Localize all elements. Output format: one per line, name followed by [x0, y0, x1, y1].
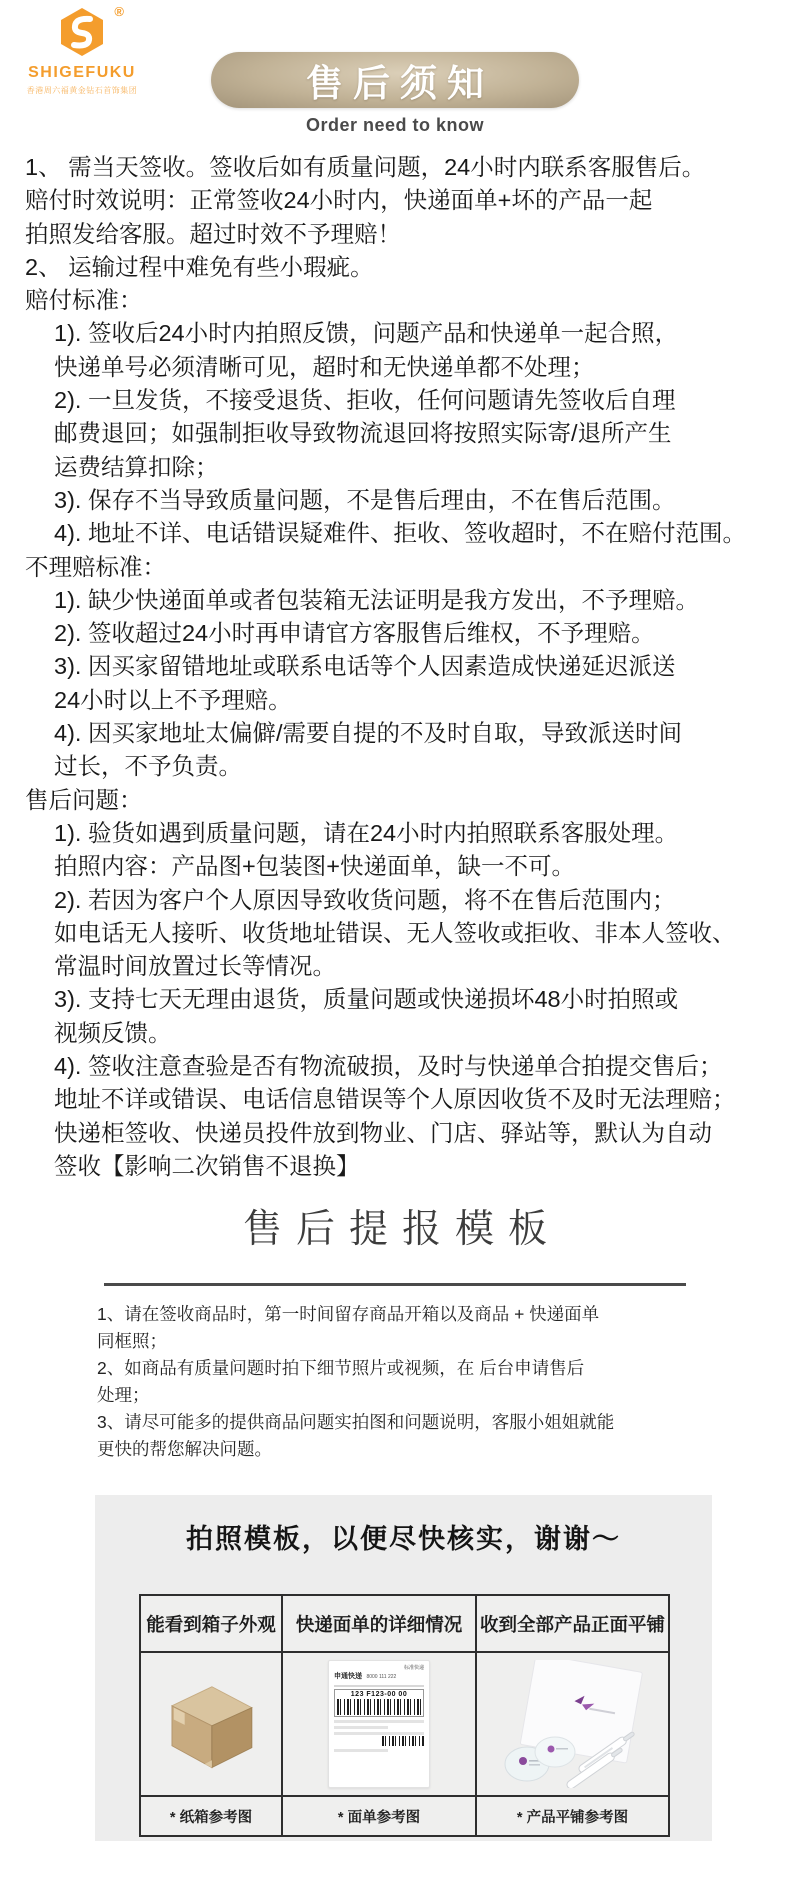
notice-line: 售后问题： [25, 786, 143, 813]
column-header-flatlay: 收到全部产品正面平铺 [476, 1595, 669, 1652]
photo-panel-title: 拍照模板，以便尽快核实，谢谢～ [186, 1524, 621, 1554]
waybill-header [334, 1665, 424, 1683]
notice-line: 常温时间放置过长等情况。 [54, 953, 336, 980]
waybill-barcode [337, 1699, 421, 1715]
caption-flatlay: * 产品平铺参考图 [476, 1796, 669, 1836]
waybill-detail-line [334, 1732, 424, 1735]
section-divider [104, 1283, 686, 1286]
template-instruction-line: 2、如商品有质量问题时拍下细节照片或视频，在 后台申请售后 [97, 1358, 585, 1378]
notice-line: 拍照内容：产品图+包装图+快递面单，缺一不可。 [54, 853, 575, 880]
notice-line: 2). 若因为客户个人原因导致收货问题，将不在售后范围内； [54, 886, 676, 913]
waybill-address-line [334, 1685, 424, 1687]
notice-line: 拍照发给客服。超过时效不予理赔！ [25, 220, 401, 247]
waybill-detail-line [334, 1749, 388, 1752]
notice-line: 2、 运输过程中难免有些小瑕疵。 [25, 253, 374, 280]
notice-line: 快递柜签收、快递员投件放到物业、门店、驿站等，默认为自动 [54, 1119, 712, 1146]
waybill-image [328, 1660, 430, 1788]
notice-line: 视频反馈。 [54, 1019, 172, 1046]
waybill-image-cell [282, 1652, 476, 1796]
flatlay-image-cell [476, 1652, 669, 1796]
notice-line: 运费结算扣除； [54, 453, 219, 480]
box-image-cell [140, 1652, 282, 1796]
notice-text-block [25, 151, 772, 1183]
notice-line: 24小时以上不予理赔。 [54, 686, 292, 713]
waybill-sort-box [334, 1689, 424, 1717]
photo-template-panel [95, 1495, 712, 1841]
waybill-sort-code: 123 F123-00 00 [350, 1691, 408, 1698]
template-section-title: 售后提报模板 [242, 1208, 561, 1251]
notice-line: 3). 支持七天无理由退货，质量问题或快递损坏48小时拍照或 [54, 986, 679, 1013]
product-flatlay-image [489, 1660, 657, 1788]
notice-line: 4). 因买家地址太偏僻/需要自提的不及时自取，导致派送时间 [54, 720, 682, 747]
waybill-hotline: 8000 111 222 [366, 1674, 397, 1680]
notice-line: 2). 签收超过24小时再申请官方客服售后维权，不予理赔。 [54, 620, 655, 647]
template-instruction-line: 处理； [97, 1385, 150, 1405]
logo-mark [56, 4, 124, 58]
brand-logo [22, 6, 142, 96]
photo-reference-table [139, 1594, 670, 1837]
template-instructions-block [97, 1301, 705, 1463]
notice-line: 签收【影响二次销售不退换】 [54, 1152, 360, 1179]
caption-box: * 纸箱参考图 [140, 1796, 282, 1836]
waybill-service-type: 标准快递 [403, 1665, 424, 1671]
template-instruction-line: 同框照； [97, 1331, 167, 1351]
cardboard-box-image [152, 1673, 270, 1775]
notice-line: 快递单号必须清晰可见，超时和无快递单都不处理； [54, 353, 595, 380]
table-image-row [140, 1652, 669, 1796]
page-title-banner [211, 52, 579, 108]
column-header-waybill: 快递面单的详细情况 [282, 1595, 476, 1652]
page-subtitle: Order need to know [305, 115, 485, 135]
template-instruction-line: 3、请尽可能多的提供商品问题实拍图和问题说明，客服小姐姐就能 [97, 1412, 615, 1432]
notice-line: 地址不详或错误、电话信息错误等个人原因收货不及时无法理赔； [54, 1086, 736, 1113]
waybill-small-barcode [382, 1736, 424, 1746]
column-header-box: 能看到箱子外观 [140, 1595, 282, 1652]
brand-tagline: 香港周六福黄金钻石首饰集团 [26, 86, 138, 95]
notice-line: 1). 验货如遇到质量问题，请在24小时内拍照联系客服处理。 [54, 819, 679, 846]
registered-mark: ® [114, 4, 124, 19]
notice-line: 3). 保存不当导致质量问题，不是售后理由，不在售后范围。 [54, 486, 676, 513]
notice-line: 不理赔标准： [25, 553, 166, 580]
hexagon-s-logo-icon [56, 6, 108, 58]
notice-line: 3). 因买家留错地址或联系电话等个人因素造成快递延迟派送 [54, 653, 676, 680]
notice-line: 1). 缺少快递面单或者包装箱无法证明是我方发出，不予理赔。 [54, 586, 699, 613]
brand-name: SHIGEFUKU [28, 64, 136, 81]
notice-line: 赔付时效说明：正常签收24小时内，快递面单+坏的产品一起 [25, 187, 653, 214]
notice-line: 1、 需当天签收。签收后如有质量问题，24小时内联系客服售后。 [25, 154, 706, 180]
notice-line: 4). 地址不详、电话错误疑难件、拒收、签收超时，不在赔付范围。 [54, 520, 746, 547]
notice-line: 赔付标准： [25, 287, 143, 314]
table-header-row [140, 1595, 669, 1652]
template-instruction-line: 1、请在签收商品时，第一时间留存商品开箱以及商品 + 快递面单 [97, 1304, 600, 1324]
notice-line: 过长，不予负责。 [54, 753, 242, 780]
notice-line: 邮费退回；如强制拒收导致物流退回将按照实际寄/退所产生 [54, 420, 672, 447]
waybill-detail-line [334, 1720, 424, 1723]
notice-line: 如电话无人接听、收货地址错误、无人签收或拒收、非本人签收、 [54, 919, 736, 946]
waybill-detail-line [334, 1726, 388, 1729]
notice-line: 2). 一旦发货，不接受退货、拒收，任何问题请先签收后自理 [54, 387, 676, 414]
waybill-courier: 申通快递 [334, 1673, 362, 1680]
notice-line: 4). 签收注意查验是否有物流破损，及时与快递单合拍提交售后； [54, 1053, 723, 1080]
notice-line: 1). 签收后24小时内拍照反馈，问题产品和快递单一起合照， [54, 320, 679, 347]
caption-waybill: * 面单参考图 [282, 1796, 476, 1836]
template-instruction-line: 更快的帮您解决问题。 [97, 1439, 272, 1459]
table-caption-row [140, 1796, 669, 1836]
page-title: 售后须知 [306, 63, 494, 104]
